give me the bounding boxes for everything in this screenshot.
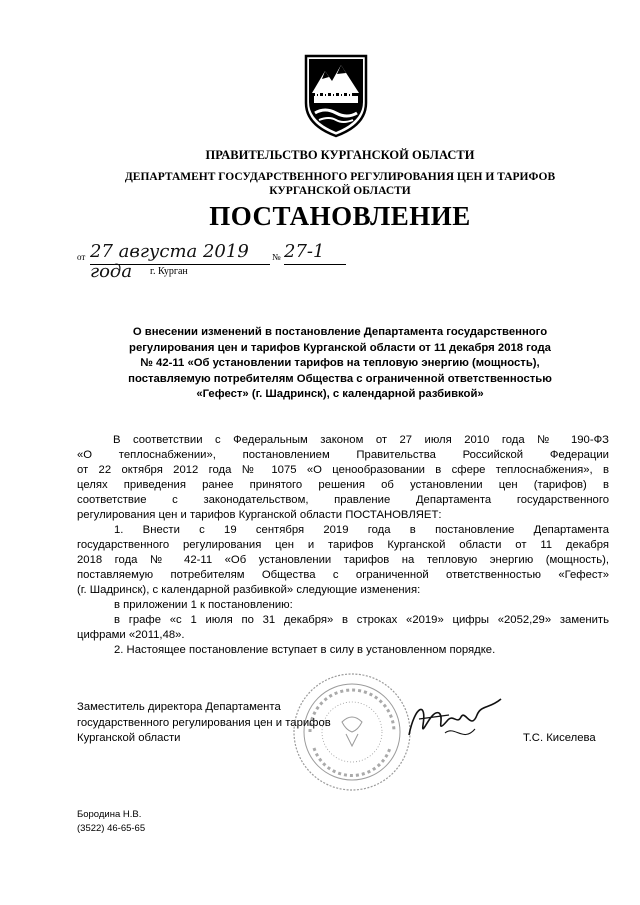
subject-line: О внесении изменений в постановление Департамента государственного xyxy=(132,326,548,338)
number-handwritten: 27-1 xyxy=(284,242,346,265)
body-line: В соответствии с Федеральным законом от 27 июля 2010 года № 190-ФЗ xyxy=(113,434,609,446)
signatory-position-line: Заместитель директора Департамента xyxy=(77,701,281,713)
body-line: 2018 года № 42-11 «Об установлении тарифов на тепловую энергию (мощность), xyxy=(77,554,609,566)
executor-info xyxy=(77,808,145,836)
executor-phone: (3522) 46-65-65 xyxy=(77,823,146,834)
body-line: соответствие с законодательством, правление Департамента государственного xyxy=(77,494,609,506)
body-line: 2. Настоящее постановление вступает в силу в установленном порядке. xyxy=(114,644,496,656)
body-line: государственного регулирования цен и тарифов Курганской области от 11 декабря xyxy=(77,539,609,551)
body-line: целях приведения ранее принятого решения об установлении цен (тарифов) в xyxy=(77,479,609,491)
coat-of-arms-icon xyxy=(303,53,369,139)
body-line: цифрами «2011,48». xyxy=(77,629,185,641)
subject-line: «Гефест» (г. Шадринск), с календарной разбивкой» xyxy=(196,388,484,400)
body-line: регулирования цен и тарифов Курганской области ПОСТАНОВЛЯЕТ: xyxy=(77,509,442,521)
signatory-name: Т.С. Киселева xyxy=(523,732,596,744)
body-line: в приложении 1 к постановлению: xyxy=(114,599,293,611)
subject-line: поставляемую потребителям Общества с ограниченной ответственностью xyxy=(128,372,552,385)
body-line: в графе «с 1 июля по 31 декабря» в строках «2019» цифры «2052,29» заменить xyxy=(114,614,609,626)
government-name: ПРАВИТЕЛЬСТВО КУРГАНСКОЙ ОБЛАСТИ xyxy=(205,148,475,162)
body-line: (г. Шадринск), с календарной разбивкой» следующие изменения: xyxy=(77,584,421,596)
document-subject xyxy=(60,325,620,403)
signatory-position-line: государственного регулирования цен и тарифов xyxy=(77,716,331,729)
official-seal-icon xyxy=(290,670,415,795)
subject-line: № 42-11 «Об установлении тарифов на тепловую энергию (мощность), xyxy=(140,357,540,369)
body-line: «О теплоснабжении», постановлением Правительства Российской Федерации xyxy=(77,449,609,461)
document-type-title: ПОСТАНОВЛЕНИЕ xyxy=(209,201,471,231)
number-prefix: № xyxy=(272,252,281,262)
date-prefix: от xyxy=(77,252,86,262)
department-name-line2: КУРГАНСКОЙ ОБЛАСТИ xyxy=(269,185,411,197)
handwritten-signature-icon xyxy=(405,695,505,750)
signatory-position-line: Курганской области xyxy=(77,732,181,744)
department-name-line1: ДЕПАРТАМЕНТ ГОСУДАРСТВЕННОГО РЕГУЛИРОВАНИЯ ЦЕН И ТАРИФОВ xyxy=(124,171,556,183)
body-line: от 22 октября 2012 года № 1075 «О ценообразовании в сфере теплоснабжения», в xyxy=(77,464,609,476)
subject-line: регулирования цен и тарифов Курганской области от 11 декабря 2018 года xyxy=(129,341,551,354)
body-line: 1. Внести с 19 сентября 2019 года в постановление Департамента xyxy=(114,524,609,536)
body-line: поставляемую потребителям Общества с ограниченной ответственностью «Гефест» xyxy=(77,569,609,581)
date-handwritten: 27 августа 2019 года xyxy=(90,242,270,265)
executor-name: Бородина Н.В. xyxy=(77,809,142,820)
city-name: г. Курган xyxy=(150,266,188,277)
